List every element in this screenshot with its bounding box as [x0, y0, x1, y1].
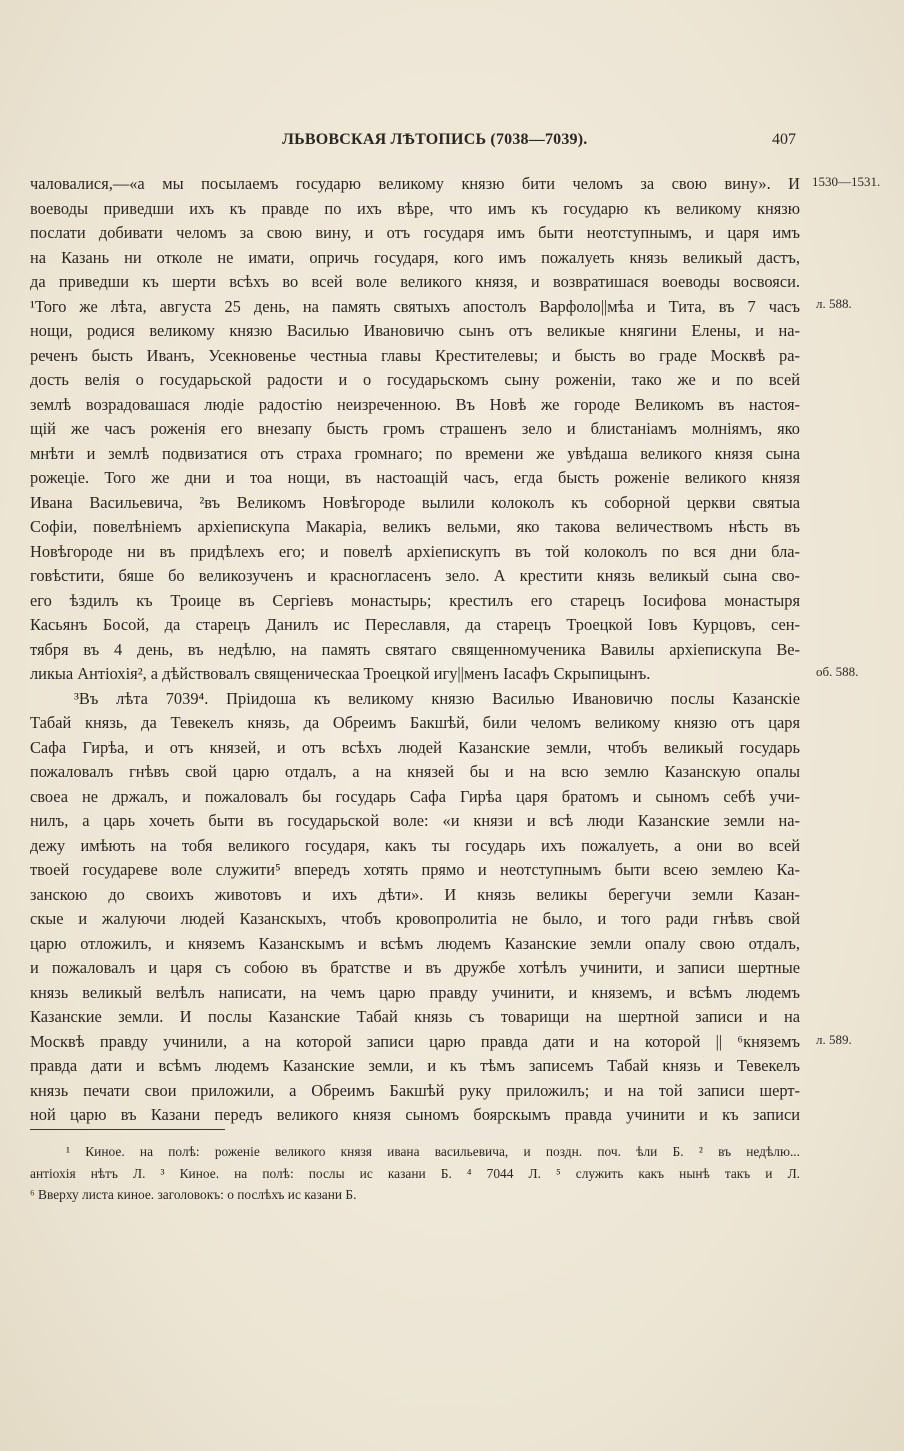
text-line: Ивана Васильевича, ²въ Великомъ Новѣгороде вылили колоколъ къ соборной церкви святыа: [30, 492, 800, 512]
text-line: дежу имѣють на тобя великого государя, какъ ты государь ихъ пожалуеть, а они во всей: [30, 835, 800, 855]
text-line: Казанские земли. И послы Казанские Табай князь съ товарищи на шертной записи и на: [30, 1007, 800, 1026]
text-line: царю отложилъ, и княземъ Казанскымъ и всѣмъ людемъ Казанские земли опалу свою отдалъ,: [30, 933, 800, 953]
footnote-line: ⁶ Вверху листа киное. заголовокъ: о послѣхъ ис казани Б.: [30, 1187, 357, 1202]
text-line: землѣ возрадовашася людіе радостію неизреченною. Въ Новѣ же городе Великомъ въ настоя-: [30, 394, 800, 414]
text-line: пожаловалъ гнѣвъ свой царю отдалъ, а на князей бы и на всю землю Казанскую опалы: [30, 762, 800, 781]
text-line: дость велія о государьской радости и о государьскомъ сыну роженіи, тако же и по всей: [30, 370, 800, 389]
text-line: твоей государеве воле служити⁵ впередъ хотять прямо и неотступнымъ быти всею землею Ка-: [30, 860, 800, 879]
text-line: Табай князь, да Тевекелъ князь, да Обреимъ Бакшѣй, били челомъ великому князю отъ царя: [30, 713, 800, 732]
text-line: рожеціе. Того же дни и тоа нощи, въ настоащій часъ, егда бысть роженіе великого князя: [30, 468, 800, 487]
text-line: своеа не држалъ, и пожаловалъ бы государь Сафа Гирѣа царя братомъ и сыномъ себѣ учи-: [30, 786, 800, 806]
footnotes: [30, 1141, 800, 1206]
page-header: [0, 131, 904, 155]
text-line: князь великый велѣлъ написати, на чемъ царю правду учинити, и княземъ, и всѣмъ людемъ: [30, 982, 800, 1002]
text-line: нощи, родися великому князю Василью Ивановичю сынъ отъ великые княгини Елены, и на-: [30, 321, 800, 340]
text-line: мнѣти и землѣ подвизатися отъ страха громнаго; по времени же увѣдаша великого князя сына: [30, 443, 800, 463]
text-line: на Казань ни отколе не имати, опричь государя, кого имъ пожалуеть князь великый дастъ,: [30, 247, 800, 267]
page-number: 407: [772, 131, 796, 148]
text-line: реченъ бысть Иванъ, Усекновенье честныа главы Крестителевы; и бысть во граде Москвѣ ра-: [30, 345, 800, 365]
footnote-line: антіохія нѣтъ Л. ³ Киное. на полѣ: послы ис казани Б. ⁴ 7044 Л. ⁵ служить какъ нынѣ такъ и Л.: [30, 1165, 800, 1181]
text-line: да приведши къ шерти всѣхъ во всей воле великого князя, и возвратишася воеводы восвояси.: [30, 272, 800, 291]
margin-note-leaf-verso: об. 588.: [816, 664, 859, 679]
text-line: чаловалися,—«а мы посылаемъ государю великому князю бити челомъ за свою вину». И: [30, 174, 800, 193]
text-line: послати добивати челомъ за свою вину, и отъ государя имъ быти неотступнымъ, и царя имъ: [30, 223, 800, 242]
text-line: занскою до своихъ животовъ и ихъ дѣти». И князь великы берегучи земли Казан-: [30, 884, 800, 904]
text-line: ³Въ лѣта 7039⁴. Пріидоша къ великому князю Василью Ивановичю послы Казанскіе: [74, 688, 800, 708]
text-line: ¹Того же лѣта, августа 25 день, на память святыхъ апостолъ Варфоло||мѣа и Тита, въ 7 часъ: [30, 296, 800, 316]
text-line: ликыа Антіохія², а дѣйствовалъ священическаа Троецкой игу||менъ Іасафъ Скрыпицынъ.: [30, 664, 651, 683]
text-line: Москвѣ правду учинили, а на которой записи царю правда дати и на которой || ⁶княземъ: [30, 1031, 800, 1051]
text-line: Новѣгороде ни въ придѣлехъ его; и повелѣ архіепискупъ въ той колоколъ по вся дни бла-: [30, 541, 800, 561]
text-line: ной царю въ Казани передъ великого князя сыномъ боярскымъ правда учинити и къ записи: [30, 1105, 800, 1124]
text-line: его ѣздилъ къ Троице въ Сергіевъ монастырь; крестилъ его старецъ Іосифова монастыря: [30, 590, 800, 610]
footnote-line: ¹ Киное. на полѣ: роженіе великого князя ивана васильевича, и поздн. поч. ѣли Б. ² въ недѣлю...: [66, 1144, 800, 1159]
text-line: Сафа Гирѣа, и отъ князей, и отъ всѣхъ людей Казанские земли, чтобъ великый государь: [30, 737, 800, 757]
text-line: нилъ, а царь хочеть быти въ государьской воле: «и князи и всѣ люди Казанские земли на-: [30, 811, 800, 830]
text-line: скые и жалуючи людей Казанскыхъ, чтобъ кровопролитіа не было, и того ради гнѣвъ свой: [30, 909, 800, 928]
text-line: говѣстити, бяше бо великозученъ и красногласенъ зело. А крестити князь великый сына сво-: [30, 566, 800, 585]
running-title: ЛЬВОВСКАЯ ЛѢТОПИСЬ (7038—7039).: [282, 131, 588, 148]
text-line: князь печати свои приложили, а Обреимъ Бакшѣй руку приложилъ; и на той записи шерт-: [30, 1080, 800, 1100]
text-line: и пожаловалъ и царя съ собою въ братстве и въ дружбе хотѣлъ учинити, и записи шертные: [30, 958, 800, 977]
text-line: правда дати и всѣмъ людемъ Казанские земли, и къ тѣмъ записемъ Табай князь и Тевекелъ: [30, 1056, 800, 1075]
footnote-divider: [30, 1129, 225, 1130]
text-line: щій же часъ роженія его внезапу бысть громъ страшенъ зело и блистаніамъ молніямъ, яко: [30, 419, 800, 438]
text-line: Софіи, повелѣніемъ архіепискупа Макаріа, великъ вельми, яко такова величествомъ нѣсть въ: [30, 517, 800, 536]
main-text: [30, 172, 800, 1128]
margin-note-leaf: л. 589.: [816, 1032, 852, 1047]
margin-note-leaf: л. 588.: [816, 296, 852, 311]
text-line: Касьянъ Босой, да старецъ Данилъ ис Переславля, да старецъ Троецкой Іовъ Курцовъ, сен-: [30, 615, 800, 634]
text-line: воеводы приведши ихъ къ правде по ихъ вѣре, что имъ къ государю къ великому князю: [30, 198, 800, 218]
text-line: тября въ 4 день, въ недѣлю, на память святаго священномученика Вавилы архіепискупа Ве-: [30, 639, 800, 659]
margin-note-years: 1530—1531.: [812, 174, 881, 189]
